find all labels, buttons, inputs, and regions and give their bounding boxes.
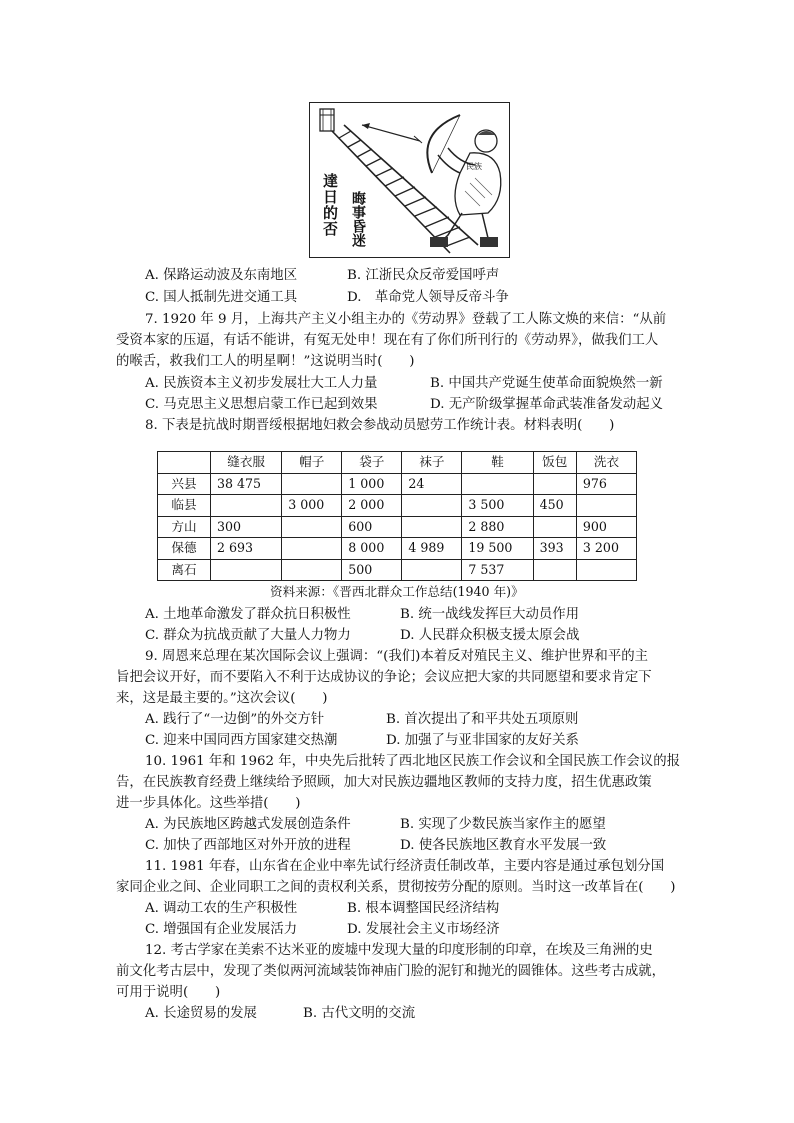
q12-option-a[interactable]: A. 长途贸易的发展 bbox=[145, 1006, 257, 1021]
table-cell: 临县 bbox=[158, 495, 211, 517]
q12-option-b[interactable]: B. 古代文明的交流 bbox=[303, 1006, 416, 1021]
table-cell: 离石 bbox=[158, 559, 211, 581]
table-cell: 19 500 bbox=[462, 538, 533, 560]
table-cell: 方山 bbox=[158, 516, 211, 538]
q6-option-c[interactable]: C. 国人抵制先进交通工具 bbox=[145, 290, 298, 305]
cartoon-lettering-right: 晦事昏迷 bbox=[350, 191, 366, 247]
cartoon-illustration bbox=[309, 102, 510, 258]
table-header-cell: 袜子 bbox=[402, 452, 462, 474]
q10-option-b[interactable]: B. 实现了少数民族当家作主的愿望 bbox=[400, 817, 606, 832]
table-header-cell: 饭包 bbox=[533, 452, 576, 474]
table-cell: 4 989 bbox=[402, 538, 462, 560]
table-cell bbox=[211, 495, 282, 517]
table-cell bbox=[211, 559, 282, 581]
table-cell bbox=[282, 473, 342, 495]
q9-stem-line3: 来，这是最主要的。”这次会议( ) bbox=[116, 691, 328, 706]
table-cell bbox=[576, 559, 636, 581]
table-cell bbox=[402, 495, 462, 517]
table-cell bbox=[533, 516, 576, 538]
table-cell: 7 537 bbox=[462, 559, 533, 581]
table-cell bbox=[402, 516, 462, 538]
q7-option-b[interactable]: B. 中国共产党诞生使革命面貌焕然一新 bbox=[430, 376, 663, 391]
q6-option-d[interactable]: D. 革命党人领导反帝斗争 bbox=[347, 290, 509, 305]
table-cell: 38 475 bbox=[211, 473, 282, 495]
q10-option-c[interactable]: C. 加快了西部地区对外开放的进程 bbox=[145, 838, 351, 853]
table-cell: 3 500 bbox=[462, 495, 533, 517]
table-cell bbox=[282, 559, 342, 581]
table-cell bbox=[282, 516, 342, 538]
table-cell: 600 bbox=[342, 516, 402, 538]
table-source: 资料来源：《晋西北群众工作总结(1940 年)》 bbox=[270, 584, 524, 599]
table-cell bbox=[533, 559, 576, 581]
table-header-cell: 袋子 bbox=[342, 452, 402, 474]
q9-stem-line2: 旨把会议开好，而不要陷入不利于达成协议的争论；会议应把大家的共同愿望和要求肯定下 bbox=[116, 670, 652, 685]
q7-stem-line1: 7. 1920 年 9 月，上海共产主义小组主办的《劳动界》登载了工人陈文焕的来信：“从前 bbox=[145, 312, 667, 327]
table-cell bbox=[402, 559, 462, 581]
q7-option-c[interactable]: C. 马克思主义思想启蒙工作已起到效果 bbox=[145, 397, 378, 412]
q7-stem-line3: 的喉舌，救我们工人的明星啊！”这说明当时( ) bbox=[116, 354, 415, 369]
q8-option-b[interactable]: B. 统一战线发挥巨大动员作用 bbox=[400, 607, 580, 622]
table-cell bbox=[576, 495, 636, 517]
q9-option-d[interactable]: D. 加强了与亚非国家的友好关系 bbox=[386, 733, 579, 748]
q6-option-a[interactable]: A. 保路运动波及东南地区 bbox=[145, 268, 298, 283]
table-header-cell bbox=[158, 452, 211, 474]
q10-option-d[interactable]: D. 使各民族地区教育水平发展一致 bbox=[400, 838, 607, 853]
table-cell: 393 bbox=[533, 538, 576, 560]
q12-stem-line2: 前文化考古层中，发现了类似两河流域装饰神庙门脸的泥钉和抛光的圆锥体。这些考古成就， bbox=[116, 964, 666, 979]
table-cell: 1 000 bbox=[342, 473, 402, 495]
q9-option-b[interactable]: B. 首次提出了和平共处五项原则 bbox=[386, 712, 579, 727]
q9-option-a[interactable]: A. 践行了“一边倒”的外交方针 bbox=[145, 712, 325, 727]
q11-stem-line2: 家同企业之间、企业同职工之间的责权利关系，贯彻按劳分配的原则。当时这一改革旨在( ) bbox=[116, 880, 676, 895]
q12-stem-line1: 12. 考古学家在美索不达米亚的废墟中发现大量的印度形制的印章，在埃及三角洲的史 bbox=[145, 943, 653, 958]
q11-stem-line1: 11. 1981 年春，山东省在企业中率先试行经济责任制改革，主要内容是通过承包划分国 bbox=[145, 859, 665, 874]
table-cell: 450 bbox=[533, 495, 576, 517]
table-cell: 保德 bbox=[158, 538, 211, 560]
table-row bbox=[158, 559, 637, 581]
q10-option-a[interactable]: A. 为民族地区跨越式发展创造条件 bbox=[145, 817, 351, 832]
table-header-cell: 鞋 bbox=[462, 452, 533, 474]
q8-stem: 8. 下表是抗战时期晋绥根据地妇救会参战动员慰劳工作统计表。材料表明( ) bbox=[145, 418, 615, 433]
statistics-table bbox=[157, 451, 637, 581]
table-row bbox=[158, 495, 637, 517]
table-row bbox=[158, 538, 637, 560]
table-cell: 兴县 bbox=[158, 473, 211, 495]
q9-option-c[interactable]: C. 迎来中国同西方国家建交热潮 bbox=[145, 733, 338, 748]
cartoon-figure-label: 民族 bbox=[466, 162, 482, 171]
q8-option-d[interactable]: D. 人民群众积极支援太原会战 bbox=[400, 628, 580, 643]
table-cell bbox=[462, 473, 533, 495]
table-cell: 24 bbox=[402, 473, 462, 495]
q7-option-d[interactable]: D. 无产阶级掌握革命武装准备发动起义 bbox=[430, 397, 664, 412]
q11-option-a[interactable]: A. 调动工农的生产积极性 bbox=[145, 901, 298, 916]
table-cell: 3 200 bbox=[576, 538, 636, 560]
table-header-cell: 洗衣 bbox=[576, 452, 636, 474]
table-header-cell: 缝衣服 bbox=[211, 452, 282, 474]
q10-stem-line2: 告，在民族教育经费上继续给予照顾，加大对民族边疆地区教师的支持力度，招生优惠政策 bbox=[116, 775, 652, 790]
cartoon-lettering-left: 達日的否 bbox=[321, 173, 339, 237]
q6-option-b[interactable]: B. 江浙民众反帝爱国呼声 bbox=[347, 268, 500, 283]
q7-stem-line2: 受资本家的压逼，有话不能讲，有冤无处申！现在有了你们所刊行的《劳动界》，做我们工人 bbox=[116, 333, 659, 348]
q11-option-b[interactable]: B. 根本调整国民经济结构 bbox=[347, 901, 500, 916]
table-cell bbox=[282, 538, 342, 560]
cartoon-drawing bbox=[310, 103, 509, 257]
table-cell: 2 880 bbox=[462, 516, 533, 538]
table-cell: 300 bbox=[211, 516, 282, 538]
table-cell: 500 bbox=[342, 559, 402, 581]
table-cell bbox=[533, 473, 576, 495]
table-cell: 2 693 bbox=[211, 538, 282, 560]
table-cell: 2 000 bbox=[342, 495, 402, 517]
table-cell: 900 bbox=[576, 516, 636, 538]
table-row bbox=[158, 516, 637, 538]
q11-option-d[interactable]: D. 发展社会主义市场经济 bbox=[347, 922, 500, 937]
table-cell: 3 000 bbox=[282, 495, 342, 517]
q8-option-c[interactable]: C. 群众为抗战贡献了大量人力物力 bbox=[145, 628, 351, 643]
q8-option-a[interactable]: A. 土地革命激发了群众抗日积极性 bbox=[145, 607, 351, 622]
q7-option-a[interactable]: A. 民族资本主义初步发展壮大工人力量 bbox=[145, 376, 378, 391]
table-row bbox=[158, 473, 637, 495]
q10-stem-line1: 10. 1961 年和 1962 年，中央先后批转了西北地区民族工作会议和全国民族工作会议的报 bbox=[145, 754, 680, 769]
table-cell: 976 bbox=[576, 473, 636, 495]
table-header-cell: 帽子 bbox=[282, 452, 342, 474]
q12-stem-line3: 可用于说明( ) bbox=[116, 985, 221, 1000]
q9-stem-line1: 9. 周恩来总理在某次国际会议上强调：“(我们)本着反对殖民主义、维护世界和平的主 bbox=[145, 649, 648, 664]
q10-stem-line3: 进一步具体化。这些举措( ) bbox=[116, 796, 301, 811]
table-cell: 8 000 bbox=[342, 538, 402, 560]
q11-option-c[interactable]: C. 增强国有企业发展活力 bbox=[145, 922, 298, 937]
table-header-row bbox=[158, 452, 637, 474]
